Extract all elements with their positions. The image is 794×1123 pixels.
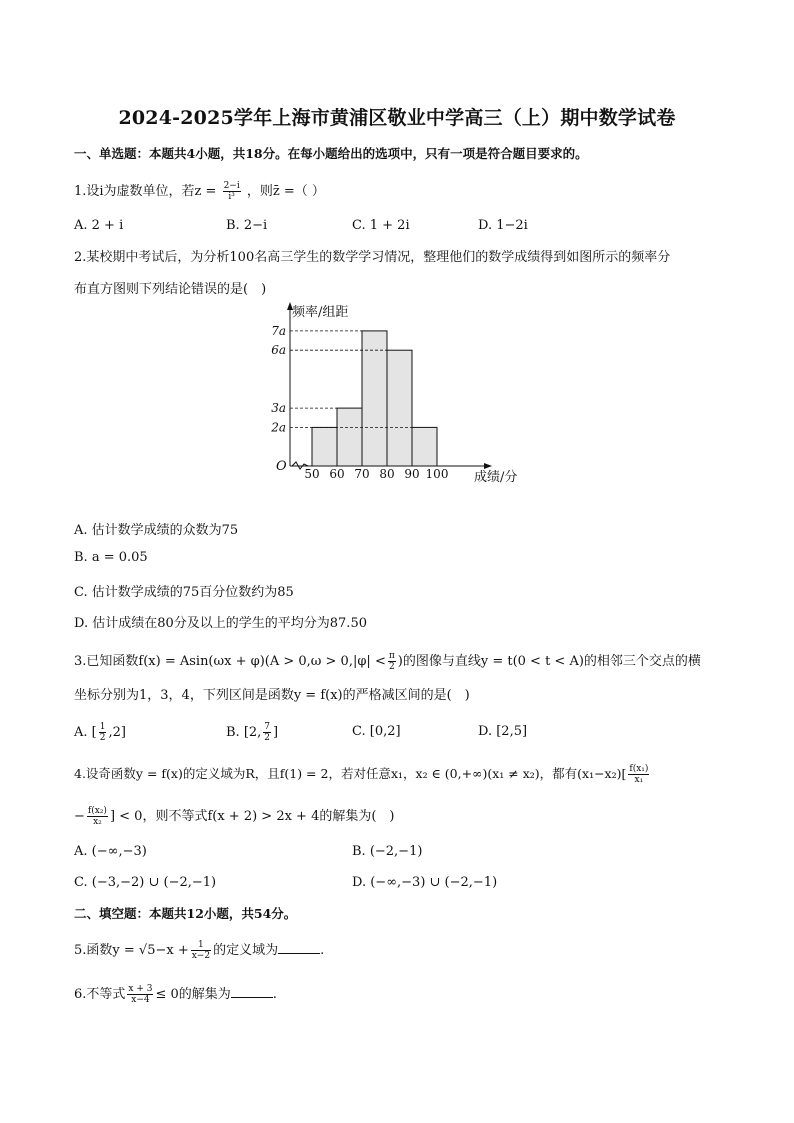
frequency-histogram (260, 296, 550, 496)
section-2-heading: 二、填空题：本题共12小题，共54分。 (74, 906, 297, 921)
histogram-bar (337, 408, 362, 466)
q6-answer-blank (231, 985, 273, 998)
question-6: 6.不等式 $\frac{x + 3}{x-4}$ ≤ 0的解集为 . (74, 984, 277, 1005)
histogram-bar (387, 350, 412, 466)
q2-option-a: A. 估计数学成绩的众数为75 (74, 523, 239, 538)
q3-option-c: C. [0,2] (352, 724, 401, 739)
section-1-heading: 一、单选题：本题共4小题，共18分。在每小题给出的选项中，只有一项是符合题目要求的。 (74, 146, 588, 161)
q4-option-d: D. (−∞,−3) ∪ (−2,−1) (352, 875, 498, 890)
question-2-line-2: 布直方图则下列结论错误的是( ) (74, 282, 267, 297)
x-tick-label: 50 (304, 467, 320, 481)
histogram-bar (362, 331, 387, 466)
q4-fraction-1: $\frac{\text{f(x₁)}}{\text{x₁}}$ (629, 764, 649, 785)
x-axis-arrow (484, 463, 492, 469)
q1-stem-b: ，则z̄ =（ ） (246, 184, 325, 199)
histogram-group (270, 302, 517, 485)
q3-option-b: B. [2, $\frac{7}{2}$ ] (226, 722, 279, 743)
y-tick-label: 7a (271, 323, 286, 338)
q2-option-c: C. 估计数学成绩的75百分位数约为85 (74, 585, 294, 600)
q3-line-1b: )的图像与直线y = t(0 < t < A)的相邻三个交点的横 (397, 654, 701, 669)
question-5: 5.函数y = √5−x + $\frac{1}{x-2}$ 的定义域为 . (74, 940, 325, 961)
q4-fraction-2: $\frac{\text{f(x₂)}}{\text{x₂}}$ (87, 806, 107, 827)
q1-option-b: B. 2−i (226, 218, 268, 233)
q2-option-b: B. a = 0.05 (74, 550, 148, 565)
y-tick-label: 3a (271, 401, 286, 416)
q1-option-c: C. 1 + 2i (352, 218, 410, 233)
question-3-line-2: 坐标分别为1，3，4，下列区间是函数y = f(x)的严格减区间的是( ) (74, 688, 470, 703)
q3-pi-fraction: $\frac{\pi}{2}$ (388, 651, 395, 672)
q3-option-a: A. [ $\frac{1}{2}$ ,2] (74, 722, 126, 743)
exam-title: 2024-2025学年上海市黄浦区敬业中学高三（上）期中数学试卷 (118, 107, 676, 129)
histogram-bar (412, 427, 437, 466)
q2-option-d: D. 估计成绩在80分及以上的学生的平均分为87.50 (74, 616, 367, 631)
x-axis-label: 成绩/分 (474, 470, 518, 485)
y-tick-label: 6a (271, 343, 286, 358)
origin-label: O (276, 459, 287, 474)
q4-option-c: C. (−3,−2) ∪ (−2,−1) (74, 875, 217, 890)
q6-fraction: $\frac{x + 3}{x-4}$ (128, 984, 153, 1005)
x-tick-label: 100 (425, 467, 449, 481)
q4-option-a: A. (−∞,−3) (74, 844, 147, 859)
histogram-bar (312, 427, 337, 466)
question-4-line-2: − $\frac{\text{f(x₂)}}{\text{x₂}}$ ] < 0，则不等式f(x + 2) > 2x + 4的解集为( ) (74, 806, 395, 827)
y-axis-label: 频率/组距 (292, 305, 349, 320)
x-tick-label: 80 (379, 467, 395, 481)
q1-option-a: A. 2 + i (74, 218, 124, 233)
question-1 (74, 181, 325, 202)
question-2-line-1: 2.某校期中考试后，为分析100名高三学生的数学学习情况，整理他们的数学成绩得到如图所示的频率分 (74, 250, 671, 265)
x-tick-label: 70 (354, 467, 370, 481)
q3-option-a-fraction: $\frac{1}{2}$ (99, 722, 106, 743)
y-tick-label: 2a (271, 420, 286, 435)
q3-option-b-fraction: $\frac{7}{2}$ (264, 722, 271, 743)
q1-fraction: $\frac{2-i}{\text{i³}}$ (223, 181, 240, 202)
x-tick-label: 90 (404, 467, 420, 481)
q1-option-d: D. 1−2i (478, 218, 528, 233)
q1-stem-a: 1.设i为虚数单位，若z = (74, 184, 217, 199)
question-4-line-1: 4.设奇函数y = f(x)的定义域为R，且f(1) = 2，若对任意x₁，x₂ ∈ (0,+∞)(x₁ ≠ x₂)，都有(x₁−x₂)[ $\frac{\text{f(x₁)}}{\text{x₁}}$ (74, 764, 649, 785)
q4-option-b: B. (−2,−1) (352, 844, 423, 859)
q5-fraction: $\frac{1}{x-2}$ (191, 940, 211, 961)
x-tick-label: 60 (329, 467, 345, 481)
question-3-line-1 (74, 651, 701, 672)
q3-line-1a: 3.已知函数f(x) = Asin(ωx + φ)(A > 0,ω > 0,|φ| < (74, 654, 386, 669)
q5-answer-blank (278, 941, 320, 954)
q3-option-d: D. [2,5] (478, 724, 528, 739)
